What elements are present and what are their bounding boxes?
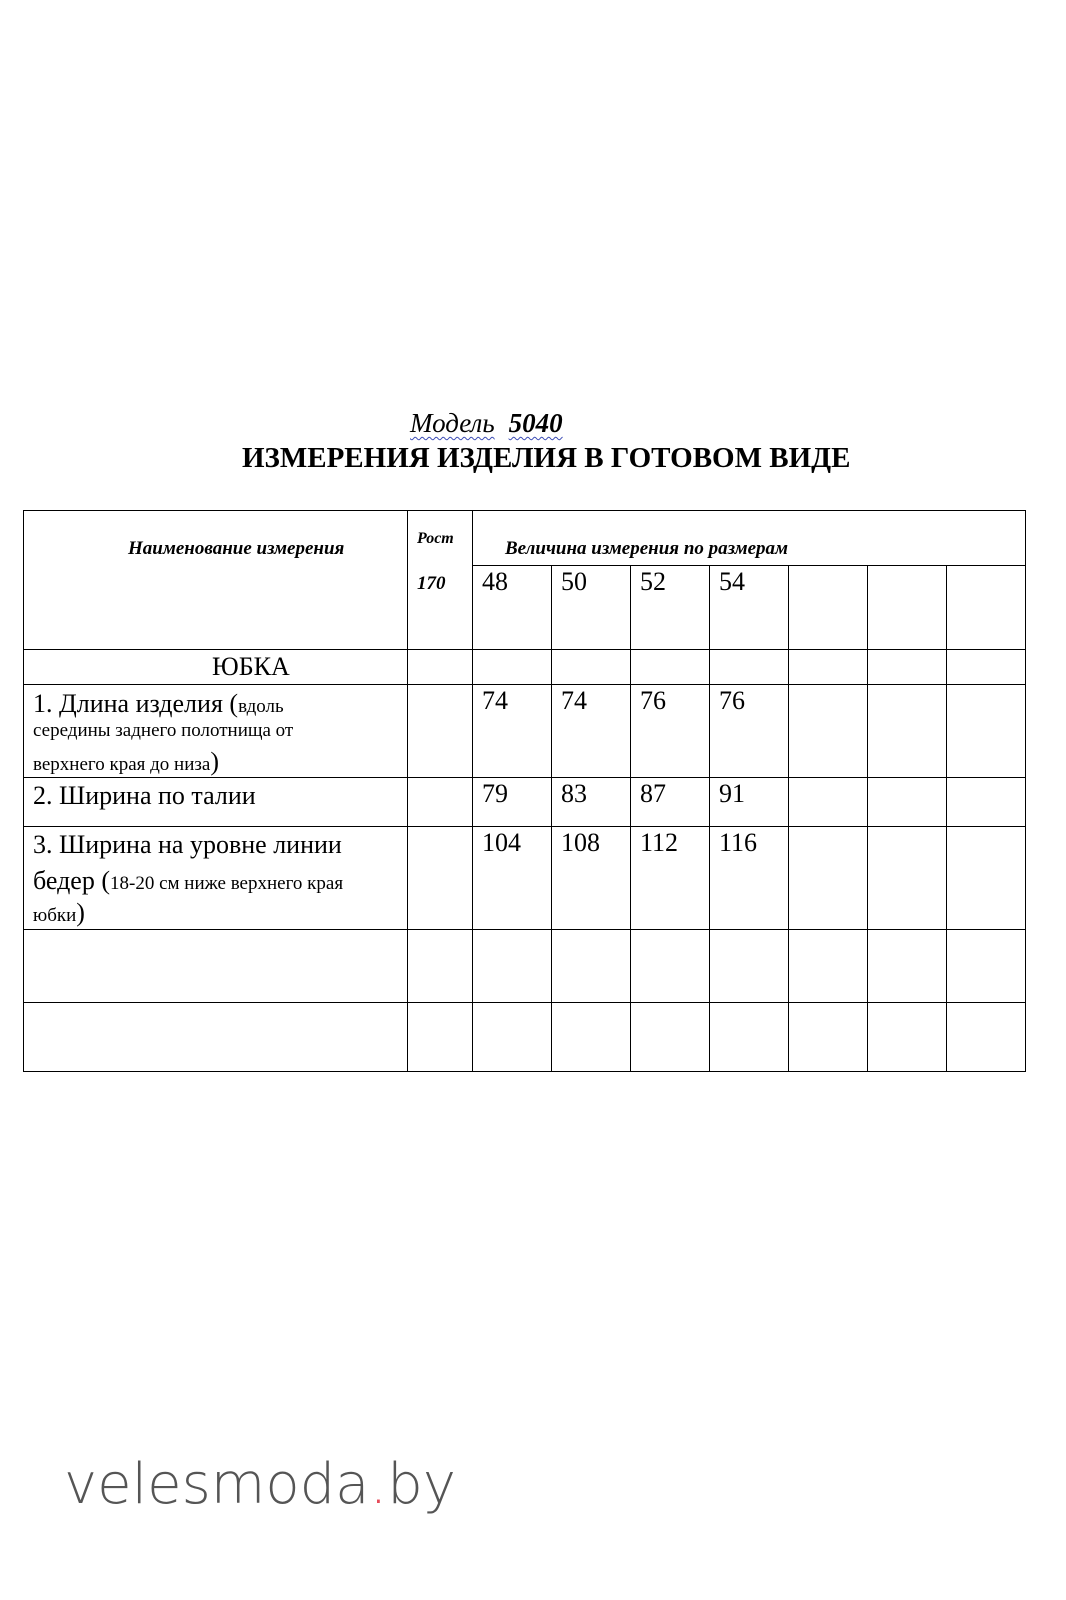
table-cell: 76 (640, 686, 666, 715)
row-label-detail: верхнего края до низа) (33, 747, 219, 776)
model-label: Модель (410, 408, 495, 438)
model-title (410, 408, 563, 439)
column-header-sizes: Величина измерения по размерам (505, 538, 789, 559)
row-label-detail: юбки) (33, 898, 85, 927)
column-header-name: Наименование измерения (128, 538, 345, 559)
table-cell: 83 (561, 779, 587, 808)
section-title: ЮБКА (212, 652, 290, 681)
row-label-detail: середины заднего полотнища от (33, 720, 294, 741)
row-label: 1. Длина изделия (вдоль (33, 689, 284, 718)
size-header: 52 (640, 567, 666, 596)
size-header: 48 (482, 567, 508, 596)
watermark: velesmoda.by (64, 1452, 456, 1517)
table-cell: 76 (719, 686, 745, 715)
table-cell: 112 (640, 828, 679, 857)
table-cell: 74 (482, 686, 508, 715)
model-number: 5040 (508, 408, 563, 438)
table-cell: 87 (640, 779, 666, 808)
table-cell: 116 (719, 828, 758, 857)
size-header: 50 (561, 567, 587, 596)
table-cell: 79 (482, 779, 508, 808)
column-header-height: Рост (417, 530, 454, 547)
table-cell: 91 (719, 779, 745, 808)
row-label: 2. Ширина по талии (33, 781, 256, 810)
page-title: ИЗМЕРЕНИЯ ИЗДЕЛИЯ В ГОТОВОМ ВИДЕ (242, 442, 851, 474)
size-header: 54 (719, 567, 745, 596)
table-cell: 108 (561, 828, 600, 857)
row-label: бедер (18-20 см ниже верхнего края (33, 866, 344, 895)
table-cell: 104 (482, 828, 521, 857)
row-label: 3. Ширина на уровне линии (33, 830, 342, 859)
height-value: 170 (417, 573, 446, 594)
table-cell: 74 (561, 686, 587, 715)
